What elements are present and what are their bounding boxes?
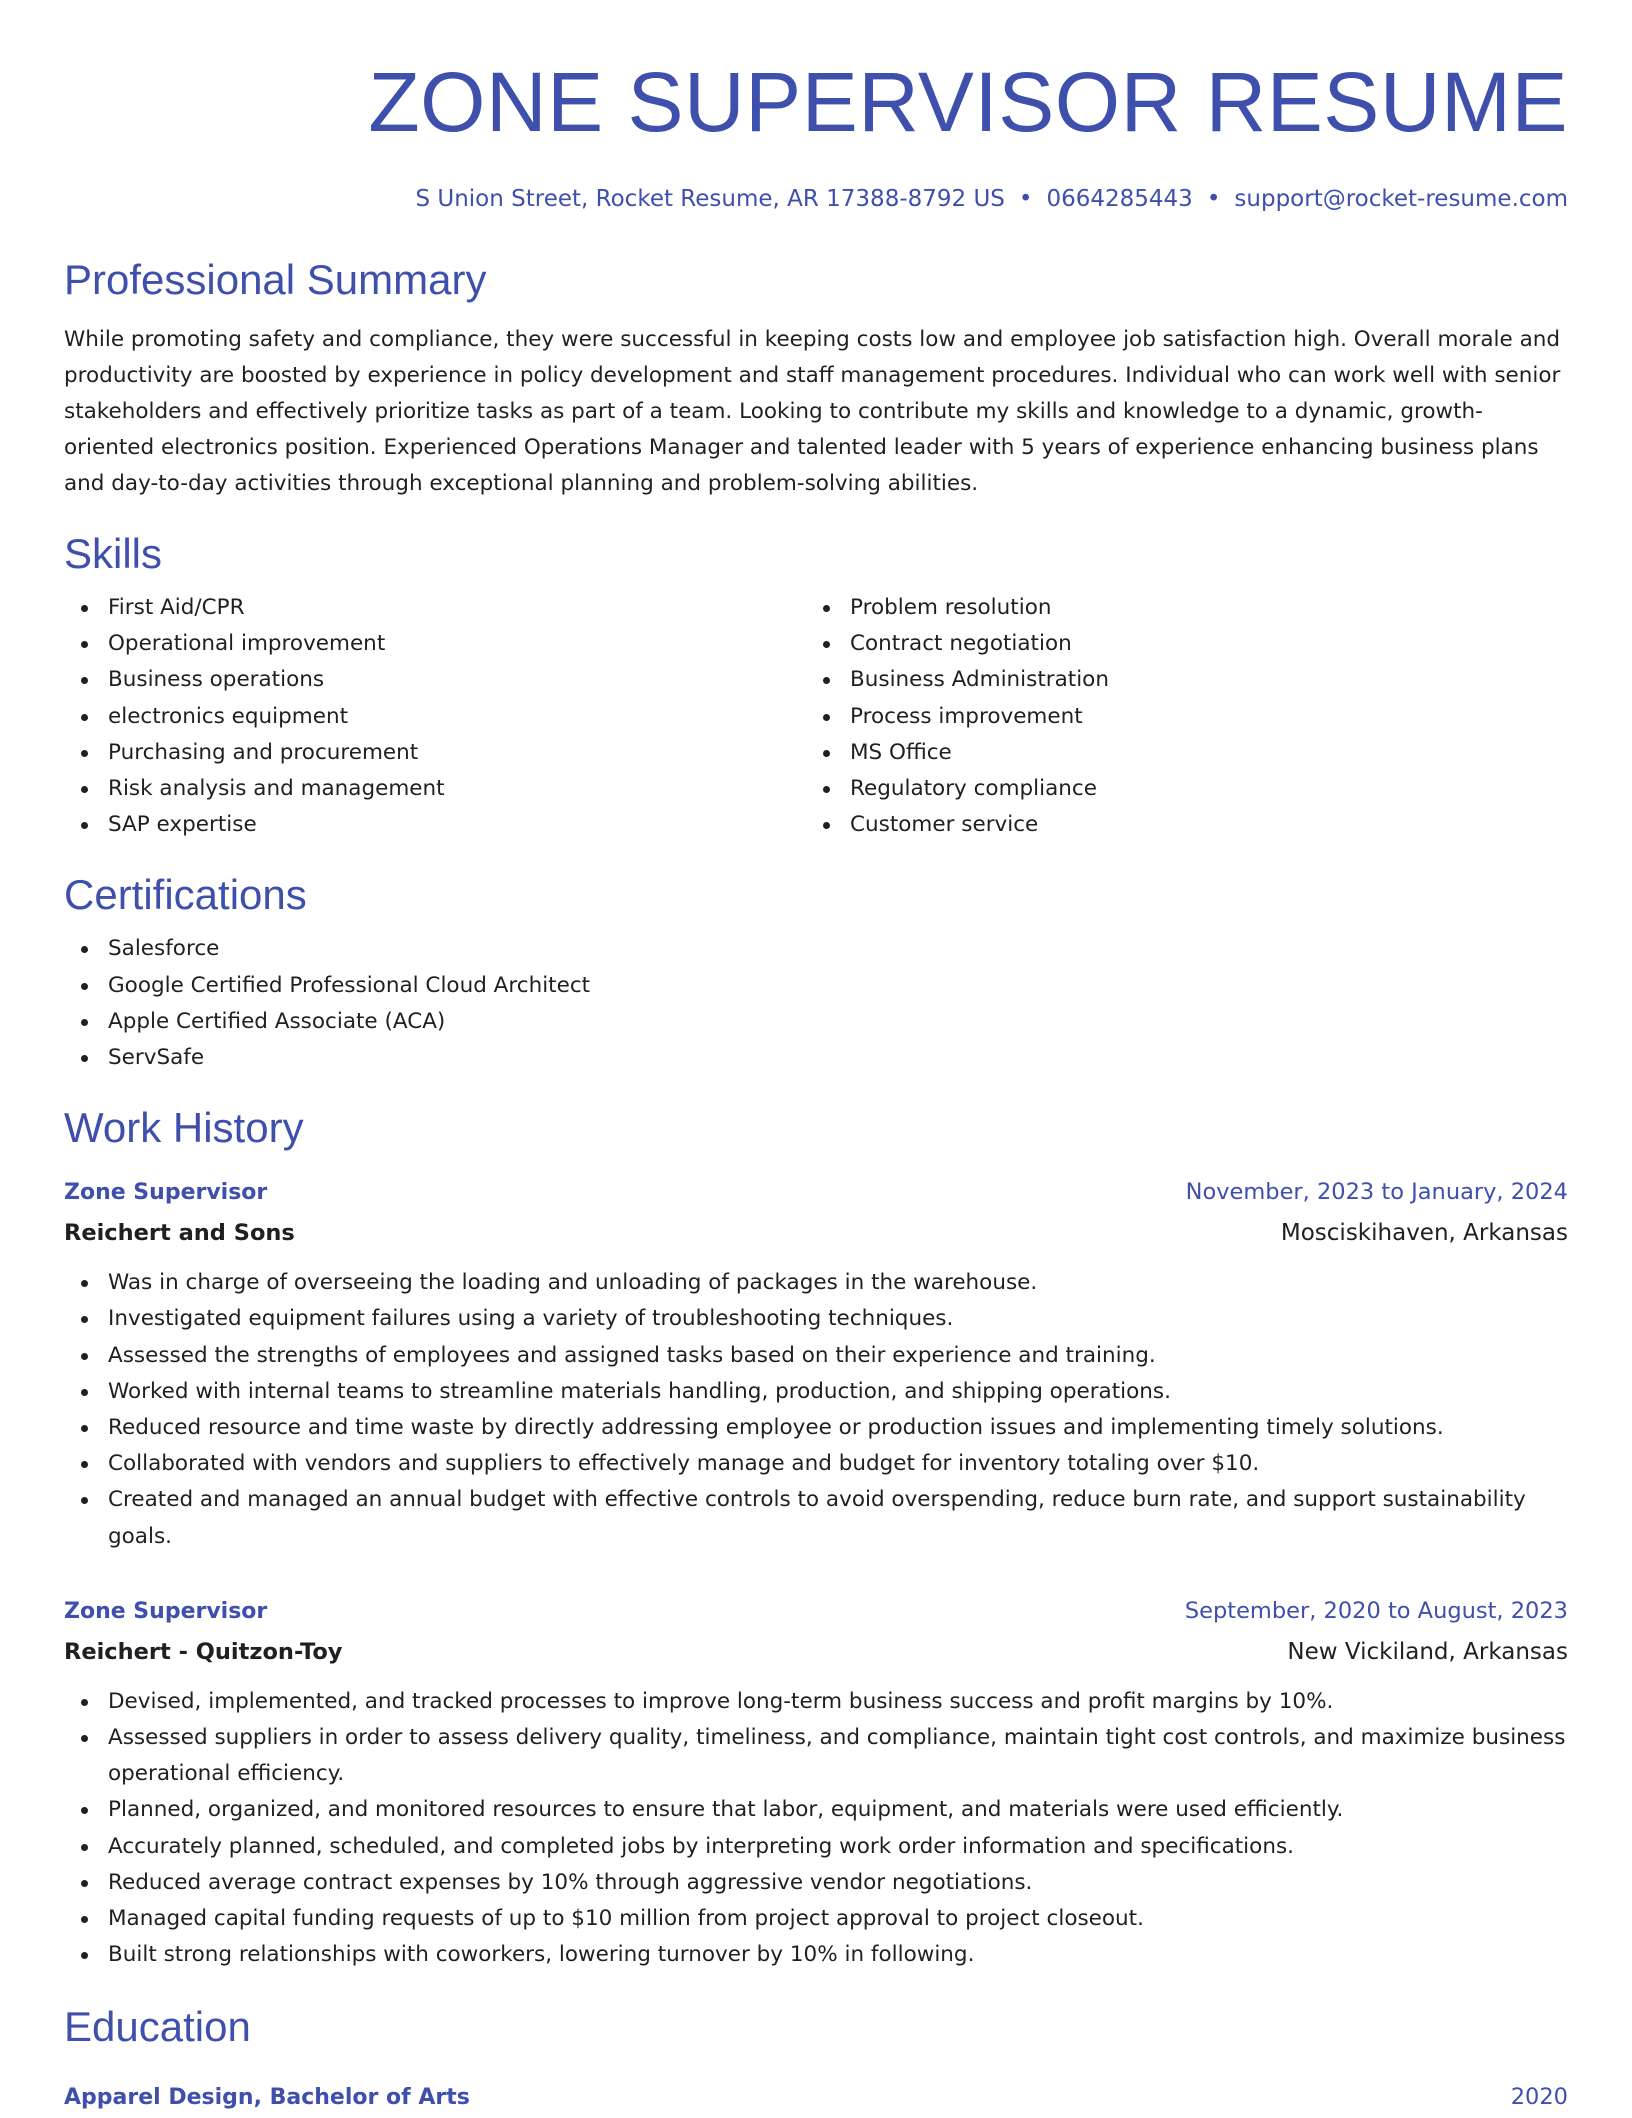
certifications-heading: Certifications xyxy=(64,871,307,919)
job-bullet: Reduced resource and time waste by directly addressing employee or production issues and implementing timely solutions. xyxy=(64,1410,1568,1446)
certification-item: Salesforce xyxy=(64,931,1568,967)
skills-list-left xyxy=(64,590,806,843)
job-bullet: Created and managed an annual budget with effective controls to avoid overspending, reduce burn rate, and support sustainability goals. xyxy=(64,1482,1568,1554)
job-bullet: Assessed the strengths of employees and assigned tasks based on their experience and training. xyxy=(64,1338,1568,1374)
job-title: Zone Supervisor xyxy=(64,1180,268,1206)
work-history-heading: Work History xyxy=(64,1104,304,1152)
job-company-row xyxy=(64,1632,1568,1672)
skills-columns xyxy=(64,590,1568,843)
contact-separator: • xyxy=(1206,186,1221,212)
job-company: Reichert and Sons xyxy=(64,1220,295,1247)
job-bullet: Investigated equipment failures using a variety of troubleshooting techniques. xyxy=(64,1301,1568,1337)
certification-item: Google Certified Professional Cloud Architect xyxy=(64,968,1568,1004)
skill-item: Business operations xyxy=(64,662,806,698)
skill-item: Risk analysis and management xyxy=(64,771,806,807)
job-bullet: Assessed suppliers in order to assess delivery quality, timeliness, and compliance, maintain tight cost controls, and maximize business operational efficiency. xyxy=(64,1720,1568,1792)
job-company: Reichert - Quitzon-Toy xyxy=(64,1638,343,1665)
education-heading: Education xyxy=(64,2003,251,2051)
contact-address: S Union Street, Rocket Resume, AR 17388-8792 US xyxy=(415,186,1005,212)
job-entry xyxy=(64,1591,1568,1974)
skill-item: Customer service xyxy=(806,807,1548,843)
job-dates: November, 2023 to January, 2024 xyxy=(1185,1179,1568,1206)
skill-item: Business Administration xyxy=(806,662,1548,698)
skills-heading: Skills xyxy=(64,530,163,577)
education-year: 2020 xyxy=(1510,2084,1568,2111)
summary-text: While promoting safety and compliance, they were successful in keeping costs low and employee job satisfaction high. Overall morale and productivity are boosted by experience in policy development and staff management procedures. Individual who can work well with senior stakeholders and effectively prioritize tasks as part of a team. Looking to contribute my skills and knowledge to a dynamic, growth-oriented electronics position. Experienced Operations Manager and talented leader with 5 years of experience enhancing business plans and day-to-day activities through exceptional planning and problem-solving abilities. xyxy=(64,327,1561,496)
contact-email[interactable]: support@rocket-resume.com xyxy=(1234,186,1568,212)
certification-item: ServSafe xyxy=(64,1040,1568,1076)
job-bullet: Built strong relationships with coworkers, lowering turnover by 10% in following. xyxy=(64,1937,1568,1973)
contact-line xyxy=(64,184,1568,214)
job-header-row xyxy=(64,1172,1568,1213)
education-degree: Apparel Design, Bachelor of Arts xyxy=(64,2085,470,2111)
skill-item: Problem resolution xyxy=(806,590,1548,626)
job-title: Zone Supervisor xyxy=(64,1598,268,1624)
job-location: New Vickiland, Arkansas xyxy=(1287,1638,1568,1665)
skill-item: SAP expertise xyxy=(64,807,806,843)
job-bullet: Devised, implemented, and tracked processes to improve long-term business success and profit margins by 10%. xyxy=(64,1684,1568,1720)
skill-item: Regulatory compliance xyxy=(806,771,1548,807)
resume-title: ZONE SUPERVISOR RESUME xyxy=(368,55,1568,149)
skill-item: Operational improvement xyxy=(64,626,806,662)
resume-page xyxy=(64,0,1568,2118)
skill-item: Contract negotiation xyxy=(806,626,1548,662)
job-entry xyxy=(64,1172,1568,1555)
skill-item: Process improvement xyxy=(806,699,1548,735)
skill-item: First Aid/CPR xyxy=(64,590,806,626)
job-bullets xyxy=(64,1265,1568,1555)
job-header-row xyxy=(64,1591,1568,1632)
skills-list-right xyxy=(806,590,1548,843)
certification-item: Apple Certified Associate (ACA) xyxy=(64,1004,1568,1040)
skill-item: MS Office xyxy=(806,735,1548,771)
job-bullet: Was in charge of overseeing the loading and unloading of packages in the warehouse. xyxy=(64,1265,1568,1301)
job-location: Mosciskihaven, Arkansas xyxy=(1280,1220,1568,1247)
contact-separator: • xyxy=(1018,186,1033,212)
contact-phone: 0664285443 xyxy=(1046,186,1193,212)
job-bullet: Accurately planned, scheduled, and completed jobs by interpreting work order information and specifications. xyxy=(64,1829,1568,1865)
summary-heading: Professional Summary xyxy=(64,256,487,303)
job-bullet: Reduced average contract expenses by 10% through aggressive vendor negotiations. xyxy=(64,1865,1568,1901)
job-company-row xyxy=(64,1213,1568,1253)
job-bullet: Worked with internal teams to streamline materials handling, production, and shipping operations. xyxy=(64,1374,1568,1410)
job-dates: September, 2020 to August, 2023 xyxy=(1184,1597,1568,1624)
job-bullet: Collaborated with vendors and suppliers to effectively manage and budget for inventory totaling over $10. xyxy=(64,1446,1568,1482)
certifications-list xyxy=(64,931,1568,1076)
skill-item: Purchasing and procurement xyxy=(64,735,806,771)
job-bullet: Planned, organized, and monitored resources to ensure that labor, equipment, and materials were used efficiently. xyxy=(64,1792,1568,1828)
job-bullet: Managed capital funding requests of up to $10 million from project approval to project closeout. xyxy=(64,1901,1568,1937)
skill-item: electronics equipment xyxy=(64,699,806,735)
job-bullets xyxy=(64,1684,1568,1974)
